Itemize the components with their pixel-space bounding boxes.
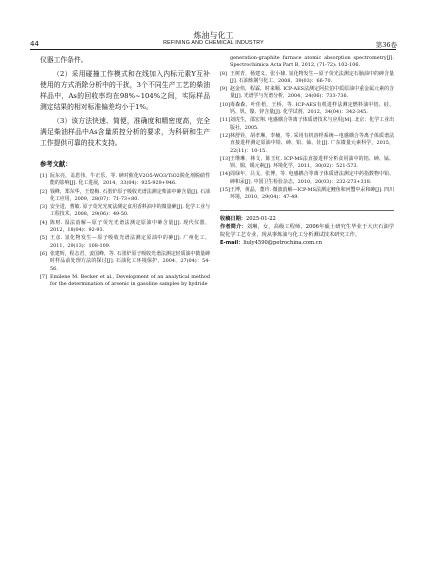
reference-item — [40, 173, 210, 188]
reference-item — [40, 251, 210, 273]
reference-text: 王树青，杨建义，张小棣. 氢化物发生—原子荧光法测定石脑油中的砷含量[J]. 石油炼制与化工，2008，39(03)：66-70. — [230, 70, 394, 84]
reference-item — [40, 204, 210, 219]
reference-item — [220, 102, 394, 117]
reference-text: 王继琳，林文，陈玉红. ICP-MS法直接进样分析食用油中的铝、砷、锰、钡、铜、锡元素[J]. 环境化学，2011，30(02)：521-573. — [230, 155, 394, 170]
reference-item — [220, 86, 394, 101]
reference-text: 林舒铨，胡孝琳，李楠，等. 采用有机溶样系统—电感耦合等离子体质谱法直接进样测定原油中铅、砷、铅、铀、钍[J]. 广东微量元素科学，2015，22(11)：10-15. — [230, 132, 394, 154]
reference-number: [7] — [40, 273, 47, 280]
author-email — [220, 239, 394, 247]
references-heading: 参考文献： — [40, 161, 72, 168]
reference-item — [220, 133, 394, 155]
author-bio-text: 刘琳，女，高级工程师，2006年硕士研究生毕业于大庆石油学院化学工艺专业，现从事炼油与化工分析测试技术研究工作。 — [220, 223, 394, 238]
reference-item — [40, 220, 210, 235]
email-label: E-mail： — [220, 239, 244, 246]
reference-item — [220, 156, 394, 171]
reference-item — [220, 171, 394, 186]
received-date-value: 2025-01-22 — [245, 215, 276, 222]
reference-item — [40, 235, 210, 250]
header-divider — [30, 49, 396, 50]
reference-text: 安全进，曹敏. 原子荧光光度法测定食用香料油中的微量砷[J]. 化学工业与工程技术，2008，29(06)：49-50. — [50, 204, 210, 218]
received-date-label: 收稿日期： — [220, 215, 246, 222]
reference-text: 阮东亮，盖恩伟，牛正乐，等. 砷对催化V2O5-WO3/TiO2脱化剂脱硝性能的影响[J]. 化工进展，2014，33(04)：925-929+946. — [50, 173, 210, 187]
left-column — [40, 55, 210, 289]
reference-text: 钱峰，郑东华，王煌梅. 石墨炉原子吸收光谱法测定柴油中砷含量[J]. 石油化工应用，2009，28(07)：71-73+80. — [50, 188, 210, 202]
reference-number: [2] — [40, 188, 47, 195]
reference-number: [13] — [220, 155, 231, 162]
reference-text: 王博，黄晶，董玲. 微波消解—ICP-MS法测定鲤鱼和河蟹中汞和砷[J]. 四川环境，2010，29(04)：47-49. — [230, 187, 394, 201]
reference-text: Emilene M. Becker et al., Development of an analytical method for the determination of arsenic in gasoline samples by hydride — [50, 273, 210, 288]
reference-number: [3] — [40, 204, 47, 211]
reference-text: 赵金伟，程霖，时来顺. ICP-AES法测定阿拉伯中质原油中重金属元素的含量[J]. 光谱学与光谱分析，2004，24(06)：733-736. — [230, 86, 394, 100]
reference-text: 张建辉，程志君，姜国峰，等. 石墨炉原子吸收光谱法测定轻质油中微量砷时样品前处理方法的探讨[J]. 石油化工环境保护，2004，27(04)：54-56. — [50, 250, 210, 272]
reference-item — [220, 71, 394, 86]
reference-item — [220, 187, 394, 202]
reference-item — [220, 117, 394, 132]
page-number: 44 — [30, 40, 39, 48]
reference-number: [11] — [220, 117, 231, 124]
conclusion-paragraph-2: （2）采用碰撞工作模式和在线加入内标元素Y互补使用的方式消除分析中的干扰，3个不同生产工艺的柴油样品中，As的回收率均在98%~104%之间，实际样品测定结果的相对标准偏差均小于1%。 — [40, 70, 210, 111]
reference-continuation: generation-graphite furnace atomic absorption spectrometry[J]. Spectrochimica Acta Part B, 2012, (71-72): 102-106. — [230, 55, 394, 69]
reference-text: 刘虎生，邵宏翔. 电感耦合等离子体质谱技术与应用[M]. 北京：化学工业出版社，2005. — [230, 117, 394, 131]
reference-text: 王彦. 氢化物发生—原子吸收光谱法测定原油中的砷[J]. 广州化工，2011，29(13)：108-109. — [50, 235, 210, 249]
reference-number: [5] — [40, 235, 47, 242]
journal-title-en: REFINING AND CHEMICAL INDUSTRY — [163, 40, 264, 46]
reference-text: 陈财. 湿法消解—原子荧光光谱法测定原油中砷含量[J]. 现代仪器，2012，18(04)：92-93. — [50, 219, 210, 234]
author-bio — [220, 223, 394, 239]
reference-number: [8] — [220, 70, 227, 77]
reference-number: [15] — [220, 187, 231, 194]
reference-item — [40, 189, 210, 204]
reference-number: [6] — [40, 250, 47, 257]
volume-label: 第36卷 — [375, 41, 397, 49]
reference-number: [12] — [220, 132, 231, 139]
reference-text: 毒森森，叶佳梧，王桥，等. ICP-AES有机进样法测定燃料油中铝、硅、钙、钒、镍、锌含量[J]. 化学试剂，2012，34(04)：342-345. — [230, 101, 394, 116]
journal-title-cn: 炼油与化工 — [193, 31, 234, 40]
reference-number: [9] — [220, 86, 227, 93]
reference-text: 周绿年，吕戈，张博，等. 电感耦合等离子体质谱法测定中药指数物中铅、砷和汞[J]. 中国卫生检验杂志，2010，20(03)：232-273+318. — [230, 171, 394, 185]
right-column — [220, 55, 394, 247]
reference-item — [40, 274, 210, 289]
conclusion-paragraph-3: （3）该方法快速、简便，准确度和精密度高，完全满足柴油样品中As含量质控分析的要求，为科研和生产工作提供可靠的技术支持。 — [40, 117, 210, 147]
reference-number: [4] — [40, 219, 47, 226]
reference-number: [10] — [220, 101, 231, 108]
email-address: liuly4590@petrochina.com.cn — [243, 239, 322, 246]
reference-number: [14] — [220, 171, 231, 178]
intro-line: 仪器工作条件。 — [40, 56, 88, 64]
received-date — [220, 215, 394, 223]
metadata-divider — [220, 210, 394, 211]
author-bio-label: 作者简介： — [220, 223, 247, 230]
reference-number: [1] — [40, 173, 47, 179]
